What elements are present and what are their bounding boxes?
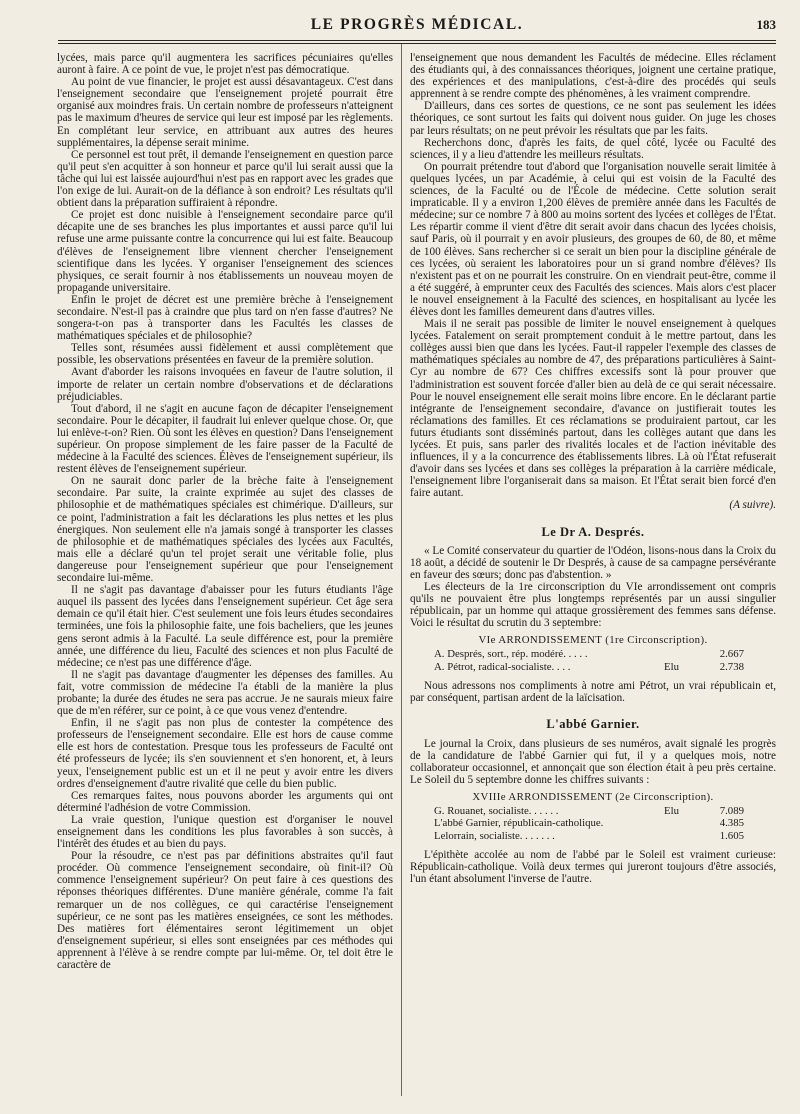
paragraph: Nous adressons nos compliments à notre ami Pétrot, un vrai républicain et, par conséquent, partisan ardent de la laïcisation. bbox=[410, 680, 776, 705]
paragraph: Enfin, il ne s'agit pas non plus de contester la compétence des professeurs de l'enseignement secondaire. Elle est hors de cause comme elle est hors de contestation. Presque tous les professeurs de Faculté ont été professeurs de lycée; ils s'en souviennent et s'en honorent, et, à leurs yeux, l'enseignement public est un et il ne peut y avoir entre les divers ordres d'enseignement d'autre rivalité que celle du bien public. bbox=[57, 717, 393, 790]
vote-count: 1.605 bbox=[719, 829, 744, 842]
candidate-name: G. Rouanet, socialiste. . . . . . bbox=[434, 804, 559, 817]
paragraph: D'ailleurs, dans ces sortes de questions, ce ne sont pas seulement les idées théoriques, ce sont surtout les faits qui doivent nous guider. On juge les choses par leurs résultats; on ne peut prévoir les résultats que par les faits. bbox=[410, 100, 776, 137]
paragraph: Le journal la Croix, dans plusieurs de ses numéros, avait signalé les progrès de la candidature de l'abbé Garnier qui fut, il y a quelques mois, notre collaborateur occasionnel, et annonçait que son élection était à peu près certaine. Le Soleil du 5 septembre donne les chiffres suivants : bbox=[410, 737, 776, 786]
result-row bbox=[410, 817, 776, 829]
paragraph: Les électeurs de la 1re circonscription du VIe arrondissement ont compris qu'ils ne pouvaient être plus longtemps représentés par un aussi singulier républicain, par un homme qui attaque grossièrement des femmes sans défense. Voici le résultat du scrutin du 3 septembre: bbox=[410, 580, 776, 630]
page-number: 183 bbox=[756, 17, 776, 32]
candidate-name: A. Pétrot, radical-socialiste. . . . bbox=[434, 660, 571, 673]
right-column bbox=[410, 52, 776, 885]
elected-mark bbox=[664, 830, 700, 842]
paragraph: Telles sont, résumées aussi fidèlement et aussi complètement que possible, les observations présentées en faveur de la première solution. bbox=[57, 342, 393, 367]
paragraph: lycées, mais parce qu'il augmentera les sacrifices pécuniaires qu'elles auront à faire. A ce point de vue, le projet n'est pas démocratique. bbox=[57, 52, 393, 77]
header-rule-thin bbox=[58, 43, 776, 44]
result-row bbox=[410, 648, 776, 660]
result-row bbox=[410, 661, 776, 673]
elected-mark bbox=[664, 648, 700, 660]
results-heading: XVIIIe ARRONDISSEMENT (2e Circonscription). bbox=[472, 790, 714, 803]
elected-mark: Elu bbox=[664, 660, 679, 673]
paragraph: Pour la résoudre, ce n'est pas par définitions abstraites qu'il faut procéder. Où commence l'enseignement secondaire, où finit-il? Où commence l'enseignement supérieur? On peut faire à ces questions des réponses théoriques différentes. D'une manière générale, comme l'a fait remarquer un de nos collègues, ce qui caractérise l'enseignement supérieur, ce ne sont pas les matières enseignées, ce sont les méthodes. Des matières fort élémentaires seront légitimement un objet d'enseignement supérieur, si elles sont enseignées par ces méthodes qui apprennent à l'élève à se rendre compte par lui-même. Or, tel doit être le caractère de bbox=[57, 850, 393, 972]
paragraph: Recherchons donc, d'après les faits, de quel côté, lycée ou Faculté des sciences, il y a lieu d'attendre les meilleurs résultats. bbox=[410, 136, 776, 161]
paragraph: Au point de vue financier, le projet est aussi désavantageux. C'est dans l'enseignement secondaire que l'enseignement projeté pourrait être organisé aux moindres frais. Un certain nombre de professeurs n'atteignent pas le maximum d'heures de service qui leur est imposé par les règlements. En complétant leur service, en attribuant aux autres des heures supplémentaires, la dépense serait minime. bbox=[57, 76, 393, 149]
paragraph: On pourrait prétendre tout d'abord que l'organisation nouvelle serait limitée à quelques lycées, un par Académie, à celui qui est voisin de la Faculté des sciences, de la Faculté ou de l'École de médecine. Cette solution serait impraticable. Il y a environ 1,200 élèves de première année dans les Facultés de médecine; sur ce nombre 7 à 800 au moins sortent des lycées et collèges de l'État. Les répartir comme il vient d'être dit serait avoir dans chacun des lycées choisis, sauf Paris, où il pourrait y en avoir plusieurs, des groupes de 60, de 80, et même de 100 élèves. Sans rechercher si ce serait un bien pour la discipline générale de ces lycées, où seraient les laboratoires pour un si grand nombre d'élèves? Ils n'existent pas et on ne pourrait les construire. On en viendrait peut-être, comme il a été suggéré, à emprunter ceux des Facultés des sciences. Mais alors c'est placer le nouvel enseignement à la Faculté des sciences, en hospitalisant au lycée les élèves dont les familles demeurent dans d'autres villes. bbox=[410, 160, 776, 318]
elected-mark bbox=[664, 817, 700, 829]
paragraph: Il ne s'agit pas davantage d'augmenter les dépenses des familles. Au fait, votre commission de médecine l'a établi de la manière la plus probante; la durée des études ne sera pas accrue. Je ne saurais mieux faire que de m'en référer, sur ce point, à ce que vous venez d'entendre. bbox=[57, 668, 393, 718]
candidate-name: Lelorrain, socialiste. . . . . . . bbox=[434, 829, 555, 842]
paragraph: Tout d'abord, il ne s'agit en aucune façon de décapiter l'enseignement secondaire. Pour le décapiter, il faudrait lui enlever quelque chose. Or, que lui enlève-t-on? Rien. Où sont les élèves en question? Dans l'enseignement supérieur. On propose simplement de les faire passer de la Faculté de médecine à la Faculté des sciences. Élèves de l'enseignement supérieur, ils restent élèves de l'enseignement supérieur. bbox=[57, 402, 393, 476]
paragraph: Enfin le projet de décret est une première brèche à l'enseignement secondaire. N'est-il pas à craindre que plus tard on n'en fasse d'autres? Ne songera-t-on pas à transporter dans les Facultés les classes de mathématiques spéciales et de philosophie? bbox=[57, 293, 393, 343]
header-rule bbox=[58, 40, 776, 41]
elected-mark: Elu bbox=[664, 804, 679, 817]
left-column bbox=[57, 52, 393, 971]
section-title-garnier: L'abbé Garnier. bbox=[546, 717, 640, 732]
paragraph: L'épithète accolée au nom de l'abbé par le Soleil est vraiment curieuse: Républicain-catholique. Voilà deux termes qui jureront toujours d'être associés, l'un étant absolument l'inverse de l'autre. bbox=[410, 849, 776, 886]
paragraph: Ce personnel est tout prêt, il demande l'enseignement en question parce qu'il peut s'en acquitter à son honneur et parce qu'il lui serait aussi que la tâche qui lui est laissée aujourd'hui n'est pas en rapport avec les grades que l'on exige de lui. Aurait-on de la défiance à son endroit? Les résultats qu'il obtient dans la préparation suffiraient à répondre. bbox=[57, 148, 393, 210]
paragraph: l'enseignement que nous demandent les Facultés de médecine. Elles réclament des étudiants qui, à des connaissances théoriques, joignent une certaine pratique, des expériences et des manipulations, c'est-à-dire des procédés qui seuls apprennent à se rendre compte des phénomènes, à les vraiment comprendre. bbox=[410, 52, 776, 101]
candidate-name: L'abbé Garnier, républicain-catholique. bbox=[434, 817, 604, 830]
column-divider bbox=[401, 44, 402, 1096]
paragraph: Il ne s'agit pas davantage d'abaisser pour les futurs étudiants l'âge auquel ils passent des lycées dans l'enseignement supérieur. Cet âge sera demain ce qu'il était hier. C'est seulement une fois leurs études secondaires terminées, une fois la philosophie faite, une fois bacheliers, que les jeunes gens seront admis à la Faculté. La seule différence est, pour la première année, une différence du lieu, Faculté des sciences et non plus Faculté de médecine; ce n'est pas une différence d'âge. bbox=[57, 584, 393, 669]
results-heading: VIe ARRONDISSEMENT (1re Circonscription). bbox=[478, 634, 708, 647]
vote-count: 2.667 bbox=[719, 648, 744, 661]
paragraph: Ces remarques faites, nous pouvons aborder les arguments qui ont déterminé l'adhésion de votre Commission. bbox=[57, 789, 393, 814]
paragraph: Mais il ne serait pas possible de limiter le nouvel enseignement à quelques lycées. Fatalement on serait promptement conduit à le mettre partout, dans les collèges aussi bien que dans les lycées. Faut-il rappeler l'exemple des classes de mathématiques spéciales au nombre de 47, des préparations particulières à Saint-Cyr au nombre de 67? Ces chiffres excessifs sont là pour prouver que l'administration est souvent forcée d'aller bien au delà de ce qui serait nécessaire. Pour le nouvel enseignement elle serait moins libre encore. En le déclarant partie intégrante de l'enseignement secondaire, d'avance on justifierait toutes les réclamations des familles. Et ces réclamations se produiraient partout, car les futurs étudiants sont disséminés partout, dans les collèges autant que dans les lycées. Et puis, sans parler des rivalités locales et de l'action inévitable des influences, il y a la concurrence des établissements libres. Là où l'État refuserait d'avoir dans ses lycées et dans ses collèges la préparation à la carrière médicale, l'enseignement libre l'organiserait dans sa maison. Et l'État serait bien forcé d'en faire autant. bbox=[410, 318, 776, 500]
vote-count: 7.089 bbox=[719, 804, 744, 817]
result-row bbox=[410, 830, 776, 842]
paragraph: Ce projet est donc nuisible à l'enseignement secondaire parce qu'il décapite une de ses branches les plus importantes et aussi parce qu'il lui refuse une arme puissante contre la concurrence qui lui est faite. Beaucoup d'élèves de l'enseignement libre viennent chercher l'enseignement scientifique dans les lycées. Y organiser l'enseignement des sciences physiques, ce serait fournir à nos établissements un nouveau moyen de propagande universitaire. bbox=[57, 209, 393, 294]
candidate-name: A. Després, sort., rép. modéré. . . . . bbox=[434, 648, 588, 661]
paragraph: On ne saurait donc parler de la brèche faite à l'enseignement secondaire. Par suite, la crainte exprimée au sujet des classes de philosophie et de mathématiques spéciales est chimérique. D'ailleurs, sur ce point, l'administration a fait les déclarations les plus nettes et les plus énergiques. Non seulement elle n'a jamais songé à transporter les classes de philosophie et de mathématiques spéciales des lycées aux Facultés, mais elle a déclaré qu'un tel projet serait une véritable folie, plus dangereuse pour l'enseignement supérieur que pour l'enseignement secondaire lui-même. bbox=[57, 475, 393, 585]
section-title-despres: Le Dr A. Després. bbox=[541, 524, 645, 539]
paragraph: La vraie question, l'unique question est d'organiser le nouvel enseignement dans les conditions les plus favorables à son succès, à l'intérêt des études et au bien du pays. bbox=[57, 813, 393, 851]
to-be-continued: (A suivre). bbox=[729, 499, 776, 512]
quote-paragraph: « Le Comité conservateur du quartier de l'Odéon, lisons-nous dans la Croix du 18 août, a décidé de soutenir le Dr Després, à cause de sa campagne persévérante en faveur des sœurs; donc pas d'abstention. » bbox=[410, 544, 776, 581]
spacer bbox=[410, 842, 776, 849]
vote-count: 4.385 bbox=[719, 817, 744, 830]
journal-title: LE PROGRÈS MÉDICAL. bbox=[310, 16, 524, 33]
page-header bbox=[58, 16, 776, 38]
result-row bbox=[410, 805, 776, 817]
spacer bbox=[410, 673, 776, 680]
vote-count: 2.738 bbox=[719, 660, 744, 673]
paragraph: Avant d'aborder les raisons invoquées en faveur de l'autre solution, il importe de relater un certain nombre d'observations et de déclarations préjudiciables. bbox=[57, 366, 393, 403]
